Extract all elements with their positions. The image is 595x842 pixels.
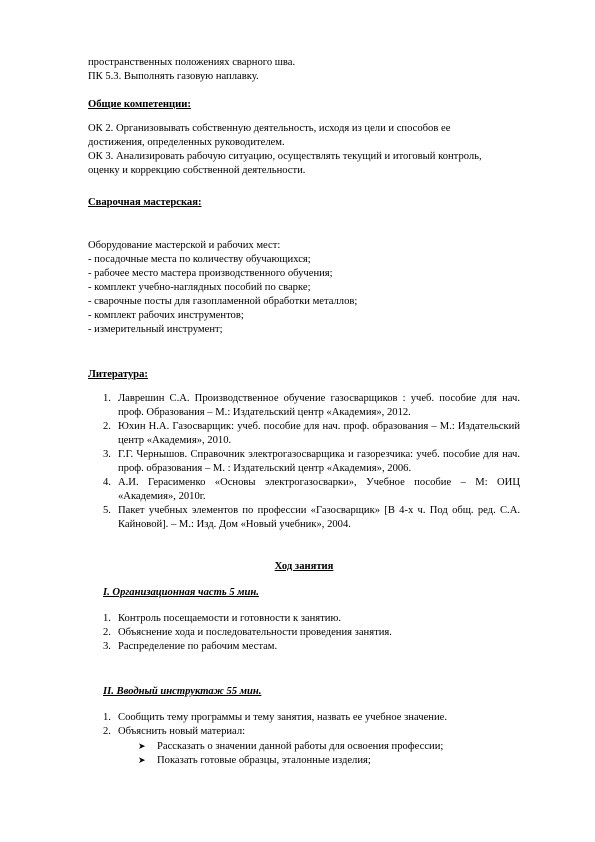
list-item: 4. А.И. Герасименко «Основы электрогазосварки», Учебное пособие – М: ОИЦ «Академия», 2010г. (103, 477, 520, 502)
list-item: 2. Объяснение хода и последовательности проведения занятия. (103, 627, 392, 638)
list-item: 2. Объяснить новый материал: (103, 726, 246, 737)
text-line: оценку и коррекцию собственной деятельности. (88, 165, 306, 176)
list-item: ➤ Рассказать о значении данной работы для освоения профессии; (138, 741, 444, 752)
arrowhead-bullet-icon: ➤ (138, 742, 146, 752)
text-line: ПК 5.3. Выполнять газовую наплавку. (88, 71, 259, 82)
list-item: - посадочные места по количеству обучающихся; (88, 254, 311, 265)
literature-list (88, 392, 520, 532)
list-item: - рабочее место мастера производственного обучения; (88, 268, 333, 279)
part1-title: I. Организационная часть 5 мин. (103, 587, 259, 598)
top-lines (88, 56, 520, 84)
list-item: 3. Г.Г. Чернышов. Справочник электрогазосварщика и газорезчика: учеб. пособие для нач. проф. образования – М. : Издательский центр «Академия», 2006. (103, 449, 520, 474)
general-competencies-heading: Общие компетенции: (88, 99, 191, 110)
list-item: 1. Лаврешин С.А. Производственное обучение газосварщиков : учеб. пособие для нач. проф. Образования – М.: Издательский центр «Академия», 2012. (103, 393, 520, 418)
list-item: - комплект рабочих инструментов; (88, 310, 244, 321)
part1-list (88, 612, 520, 654)
list-item: 2. Юхин Н.А. Газосварщик: учеб. пособие для нач. проф. образования – М.: Издательский центр «Академия», 2010. (103, 421, 520, 446)
text-line: ОК 3. Анализировать рабочую ситуацию, осуществлять текущий и итоговый контроль, (88, 151, 482, 162)
text-line: Оборудование мастерской и рабочих мест: (88, 240, 281, 251)
workshop-equipment (88, 239, 520, 337)
list-item: 3. Распределение по рабочим местам. (103, 641, 278, 652)
list-item: 1. Контроль посещаемости и готовности к занятию. (103, 613, 342, 624)
list-item: - измерительный инструмент; (88, 324, 223, 335)
part2-title: II. Вводный инструктаж 55 мин. (103, 686, 262, 697)
list-item: 5. Пакет учебных элементов по профессии «Газосварщик» [В 4-х ч. Под общ. ред. С.А. Кайновой]. – М.: Изд. Дом «Новый учебник», 2004. (103, 505, 520, 530)
part2-sublist (138, 740, 518, 768)
text-line: пространственных положениях сварного шва. (88, 57, 296, 68)
text-line: ОК 2. Организовывать собственную деятельность, исходя из цели и способов ее (88, 123, 451, 134)
literature-heading: Литература: (88, 369, 148, 380)
list-item: - комплект учебно-наглядных пособий по сварке; (88, 282, 311, 293)
arrowhead-bullet-icon: ➤ (138, 756, 146, 766)
workshop-heading: Сварочная мастерская: (88, 197, 202, 208)
lesson-heading: Ход занятия (274, 561, 334, 572)
list-item: 1. Сообщить тему программы и тему занятия, назвать ее учебное значение. (103, 712, 447, 723)
text-line: достижения, определенных руководителем. (88, 137, 285, 148)
part2-list (88, 711, 520, 739)
list-item: ➤ Показать готовые образцы, эталонные изделия; (138, 755, 371, 766)
list-item: - сварочные посты для газопламенной обработки металлов; (88, 296, 358, 307)
general-competencies (88, 122, 520, 178)
